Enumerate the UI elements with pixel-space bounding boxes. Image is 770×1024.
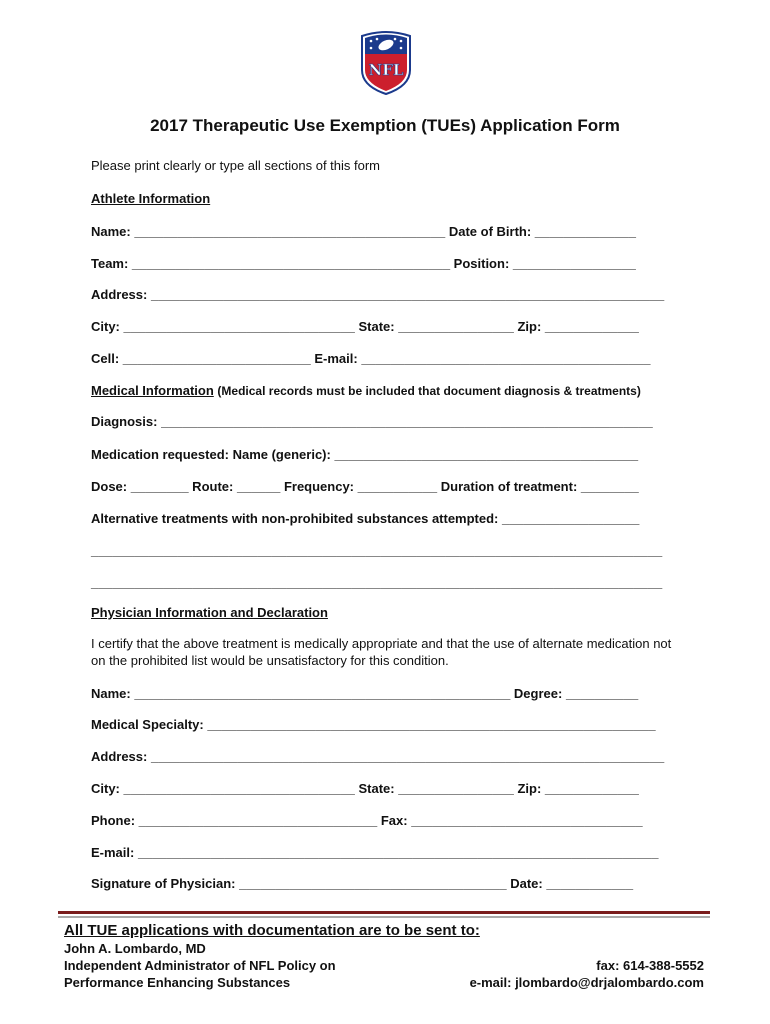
physician-phone-field[interactable]: Phone: _________________________________ Fax: ________________________________ (91, 813, 643, 828)
medical-specialty-field[interactable]: Medical Specialty: ______________________________________________________________ (91, 717, 656, 732)
footer-divider-shadow (58, 916, 710, 918)
athlete-address-field[interactable]: Address: _______________________________________________________________________ (91, 287, 665, 302)
physician-declaration: I certify that the above treatment is medically appropriate and that the use of alternate medication not on the prohibited list would be unsatisfactory for this condition. (91, 636, 672, 668)
physician-signature-field[interactable]: Signature of Physician: _____________________________________ Date: ____________ (91, 876, 634, 891)
physician-city-field[interactable]: City: ________________________________ State: ________________ Zip: _____________ (91, 781, 639, 796)
contact-role-line-1: Independent Administrator of NFL Policy on (64, 958, 336, 973)
medical-section-heading: Medical Information (91, 383, 214, 398)
medical-section-header (91, 383, 681, 399)
footer-heading: All TUE applications with documentation are to be sent to: (64, 922, 480, 939)
instructions: Please print clearly or type all sections of this form (91, 158, 381, 173)
dose-route-frequency-field[interactable]: Dose: ________ Route: ______ Frequency: ___________ Duration of treatment: ________ (91, 479, 639, 494)
footer-divider (58, 911, 710, 914)
physician-name-field[interactable]: Name: ____________________________________________________ Degree: __________ (91, 686, 639, 701)
athlete-cell-field[interactable]: Cell: __________________________ E-mail: ________________________________________ (91, 351, 651, 366)
physician-email-field[interactable]: E-mail: ________________________________________________________________________ (91, 845, 659, 860)
nfl-shield-logo (358, 26, 414, 96)
contact-email[interactable]: e-mail: jlombardo@drjalombardo.com (469, 975, 704, 990)
contact-name: John A. Lombardo, MD (64, 941, 206, 956)
athlete-name-field[interactable]: Name: ___________________________________________ Date of Birth: ______________ (91, 224, 637, 239)
alternative-treatments-blank-2[interactable]: _______________________________________________________________________________ (91, 575, 663, 590)
alternative-treatments-blank-1[interactable]: _______________________________________________________________________________ (91, 543, 663, 558)
athlete-section-heading: Athlete Information (91, 191, 211, 206)
medical-records-note: (Medical records must be included that document diagnosis & treatments) (217, 384, 641, 398)
contact-fax: fax: 614-388-5552 (596, 958, 704, 973)
physician-address-field[interactable]: Address: _______________________________________________________________________ (91, 749, 665, 764)
athlete-team-field[interactable]: Team: ____________________________________________ Position: _________________ (91, 256, 636, 271)
diagnosis-field[interactable]: Diagnosis: ____________________________________________________________________ (91, 414, 653, 429)
physician-section-heading: Physician Information and Declaration (91, 605, 328, 620)
form-title: 2017 Therapeutic Use Exemption (TUEs) Application Form (150, 116, 620, 135)
medication-field[interactable]: Medication requested: Name (generic): __________________________________________ (91, 447, 639, 462)
contact-role-line-2: Performance Enhancing Substances (64, 975, 291, 990)
alternative-treatments-field[interactable]: Alternative treatments with non-prohibited substances attempted: ___________________ (91, 511, 640, 526)
athlete-city-field[interactable]: City: ________________________________ State: ________________ Zip: _____________ (91, 319, 639, 334)
logo-text: NFL (368, 61, 404, 79)
